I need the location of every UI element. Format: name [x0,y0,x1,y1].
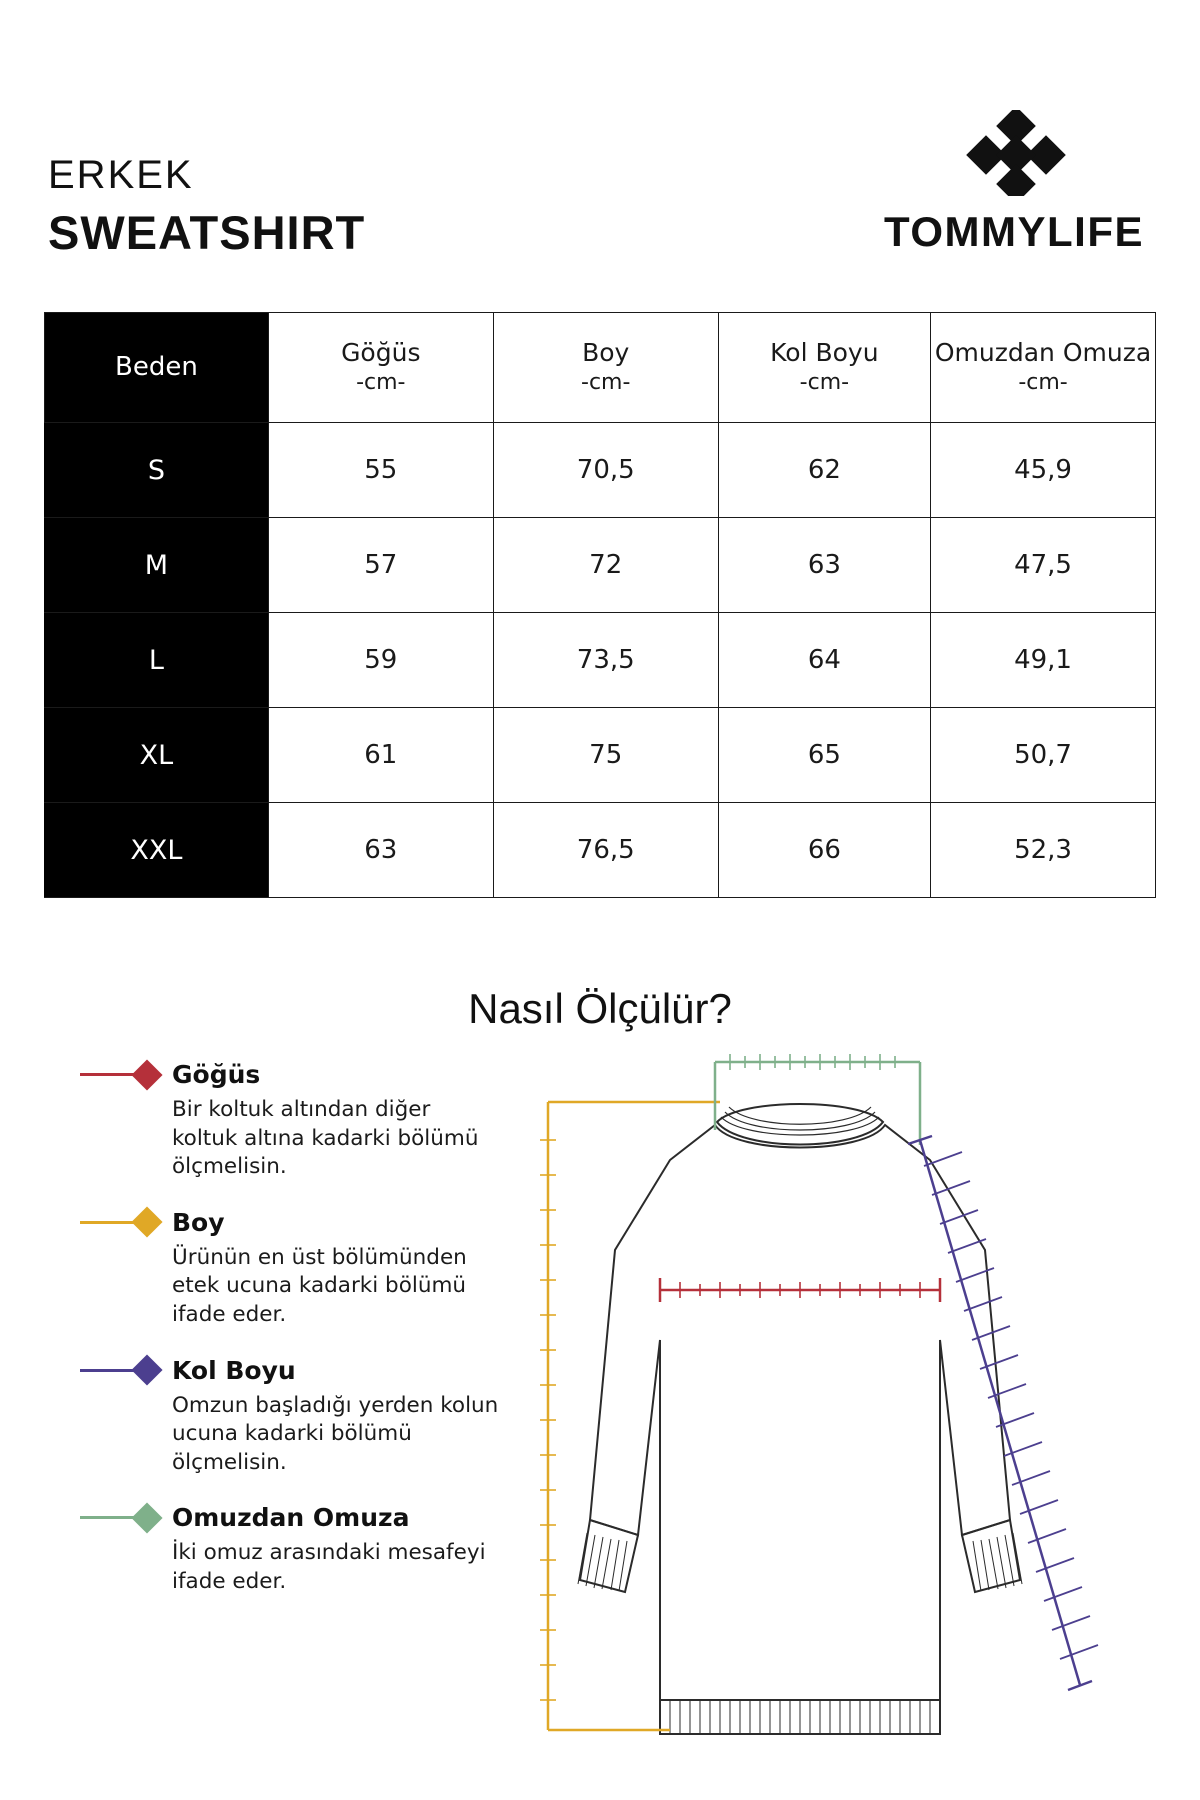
garment-figure [520,1040,1140,1740]
cell-kol: 64 [718,613,930,708]
legend-item-boy [80,1208,500,1330]
legend-line-icon [80,1516,138,1519]
legend-item-kol-boyu [80,1356,500,1478]
cell-boy: 70,5 [493,423,718,518]
header-cell-kol-boyu [718,313,930,423]
header-label: Kol Boyu [770,337,879,367]
chest-ruler-icon [660,1278,940,1302]
header-unit: -cm- [1018,370,1068,396]
sweatshirt-outline-icon [520,1040,1140,1740]
cell-kol: 62 [718,423,930,518]
brand-name: TOMMYLIFE [883,208,1144,255]
table-header-row [45,313,1156,423]
title-block [48,153,366,259]
header-cell-boy [493,313,718,423]
cell-kol: 63 [718,518,930,613]
cell-gogus: 55 [268,423,493,518]
cell-boy: 73,5 [493,613,718,708]
diamond-icon [131,1207,162,1238]
table-row [45,613,1156,708]
header-label: Omuzdan Omuza [934,337,1152,367]
legend-description: Ürünün en üst bölümünden etek ucuna kadarki bölümü ifade eder. [172,1244,467,1327]
diamond-cluster-logo-icon [914,110,1114,196]
cell-omuz: 49,1 [931,613,1156,708]
cell-gogus: 57 [268,518,493,613]
header-cell-beden [45,313,269,423]
table-row [45,518,1156,613]
cell-size: L [45,613,269,708]
legend-label: Omuzdan Omuza [172,1503,410,1533]
size-table [44,312,1156,898]
legend-label: Kol Boyu [172,1355,296,1385]
cell-boy: 76,5 [493,803,718,898]
cell-kol: 66 [718,803,930,898]
table-row [45,423,1156,518]
cell-omuz: 52,3 [931,803,1156,898]
legend-line-icon [80,1221,138,1224]
legend-description: İki omuz arasındaki mesafeyi ifade eder. [172,1540,486,1594]
cell-omuz: 45,9 [931,423,1156,518]
diamond-icon [131,1355,162,1386]
cell-gogus: 61 [268,708,493,803]
legend-item-gogus [80,1060,500,1182]
cell-omuz: 50,7 [931,708,1156,803]
table-row [45,803,1156,898]
legend-head [80,1503,500,1532]
category-title: ERKEK [48,153,194,197]
legend-label: Boy [172,1207,225,1237]
page-header [48,110,1152,259]
legend-line-icon [80,1369,138,1372]
diamond-icon [131,1059,162,1090]
legend-head [80,1208,500,1237]
length-ruler-icon [540,1102,720,1730]
sleeve-ruler-icon [908,1136,1098,1690]
cell-omuz: 47,5 [931,518,1156,613]
cell-gogus: 63 [268,803,493,898]
shoulder-ruler-icon [715,1054,920,1145]
header-cell-gogus [268,313,493,423]
legend-label: Göğüs [172,1060,261,1089]
header-unit: -cm- [581,370,631,396]
legend-item-omuzdan-omuza [80,1503,500,1596]
cell-size: XXL [45,803,269,898]
cell-size: M [45,518,269,613]
measure-legend [80,1060,500,1623]
table-row [45,708,1156,803]
header-label: Boy [582,337,630,367]
header-unit: -cm- [799,370,850,396]
product-title: SWEATSHIRT [48,206,366,259]
legend-description: Omzun başladığı yerden kolun ucuna kadarki bölümü ölçmelisin. [172,1392,499,1475]
cell-size: S [45,423,269,518]
cell-kol: 65 [718,708,930,803]
cell-boy: 75 [493,708,718,803]
howto-title: Nasıl Ölçülür? [468,985,732,1032]
header-label: Beden [114,351,198,382]
header-cell-omuzdan-omuza [931,313,1156,423]
legend-line-icon [80,1073,138,1076]
brand-block [884,110,1144,256]
cell-boy: 72 [493,518,718,613]
header-unit: -cm- [356,370,406,396]
cell-size: XL [45,708,269,803]
header-label: Göğüs [341,337,421,367]
diamond-icon [131,1502,162,1533]
legend-description: Bir koltuk altından diğer koltuk altına kadarki bölümü ölçmelisin. [172,1097,479,1180]
legend-head [80,1356,500,1385]
cell-gogus: 59 [268,613,493,708]
legend-head [80,1060,500,1089]
